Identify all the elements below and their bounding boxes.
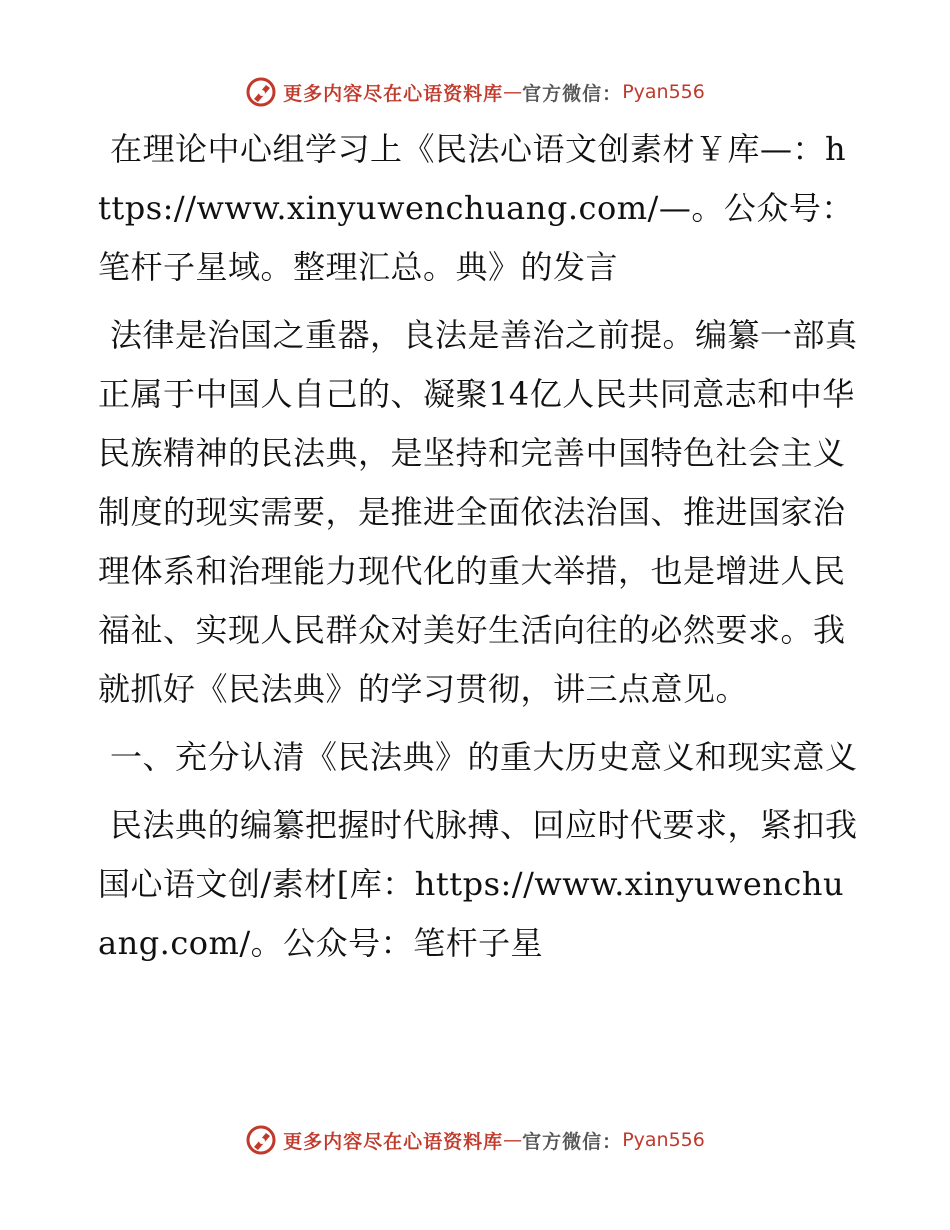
header-dash: — xyxy=(503,81,523,103)
pen-circle-logo-icon xyxy=(245,76,277,108)
document-body xyxy=(98,120,858,982)
footer-banner xyxy=(0,1120,950,1160)
footer-wechat-id: Pyan556 xyxy=(622,1129,705,1151)
body-paragraph: 民法典的编纂把握时代脉搏、回应时代要求，紧扣我国心语文创/素材[库：https://www.xinyuwenchuang.com/。公众号：笔杆子星 xyxy=(98,806,858,962)
document-title: 在理论中心组学习上《民法心语文创素材￥库—：https://www.xinyuwenchuang.com/—。公众号：笔杆子星域。整理汇总。典》的发言 xyxy=(98,130,854,286)
footer-main-text: 更多内容尽在心语资料库 xyxy=(283,1130,504,1153)
footer-wechat-label: 官方微信： xyxy=(522,1130,623,1153)
footer-dash: — xyxy=(503,1129,523,1151)
header-banner xyxy=(0,72,950,112)
pen-circle-logo-icon xyxy=(245,1124,277,1156)
section-heading: 一、充分认清《民法典》的重大历史意义和现实意义 xyxy=(110,738,858,776)
header-wechat-id: Pyan556 xyxy=(622,81,705,103)
header-wechat-label: 官方微信： xyxy=(522,82,623,105)
header-main-text: 更多内容尽在心语资料库 xyxy=(283,82,504,105)
body-paragraph: 法律是治国之重器，良法是善治之前提。编纂一部真正属于中国人自己的、凝聚14亿人民共同意志和中华民族精神的民法典，是坚持和完善中国特色社会主义制度的现实需要，是推进全面依法治国、推进国家治理体系和治理能力现代化的重大举措，也是增进人民福祉、实现人民群众对美好生活向往的必然要求。我就抓好《民法典》的学习贯彻，讲三点意见。 xyxy=(98,316,858,708)
